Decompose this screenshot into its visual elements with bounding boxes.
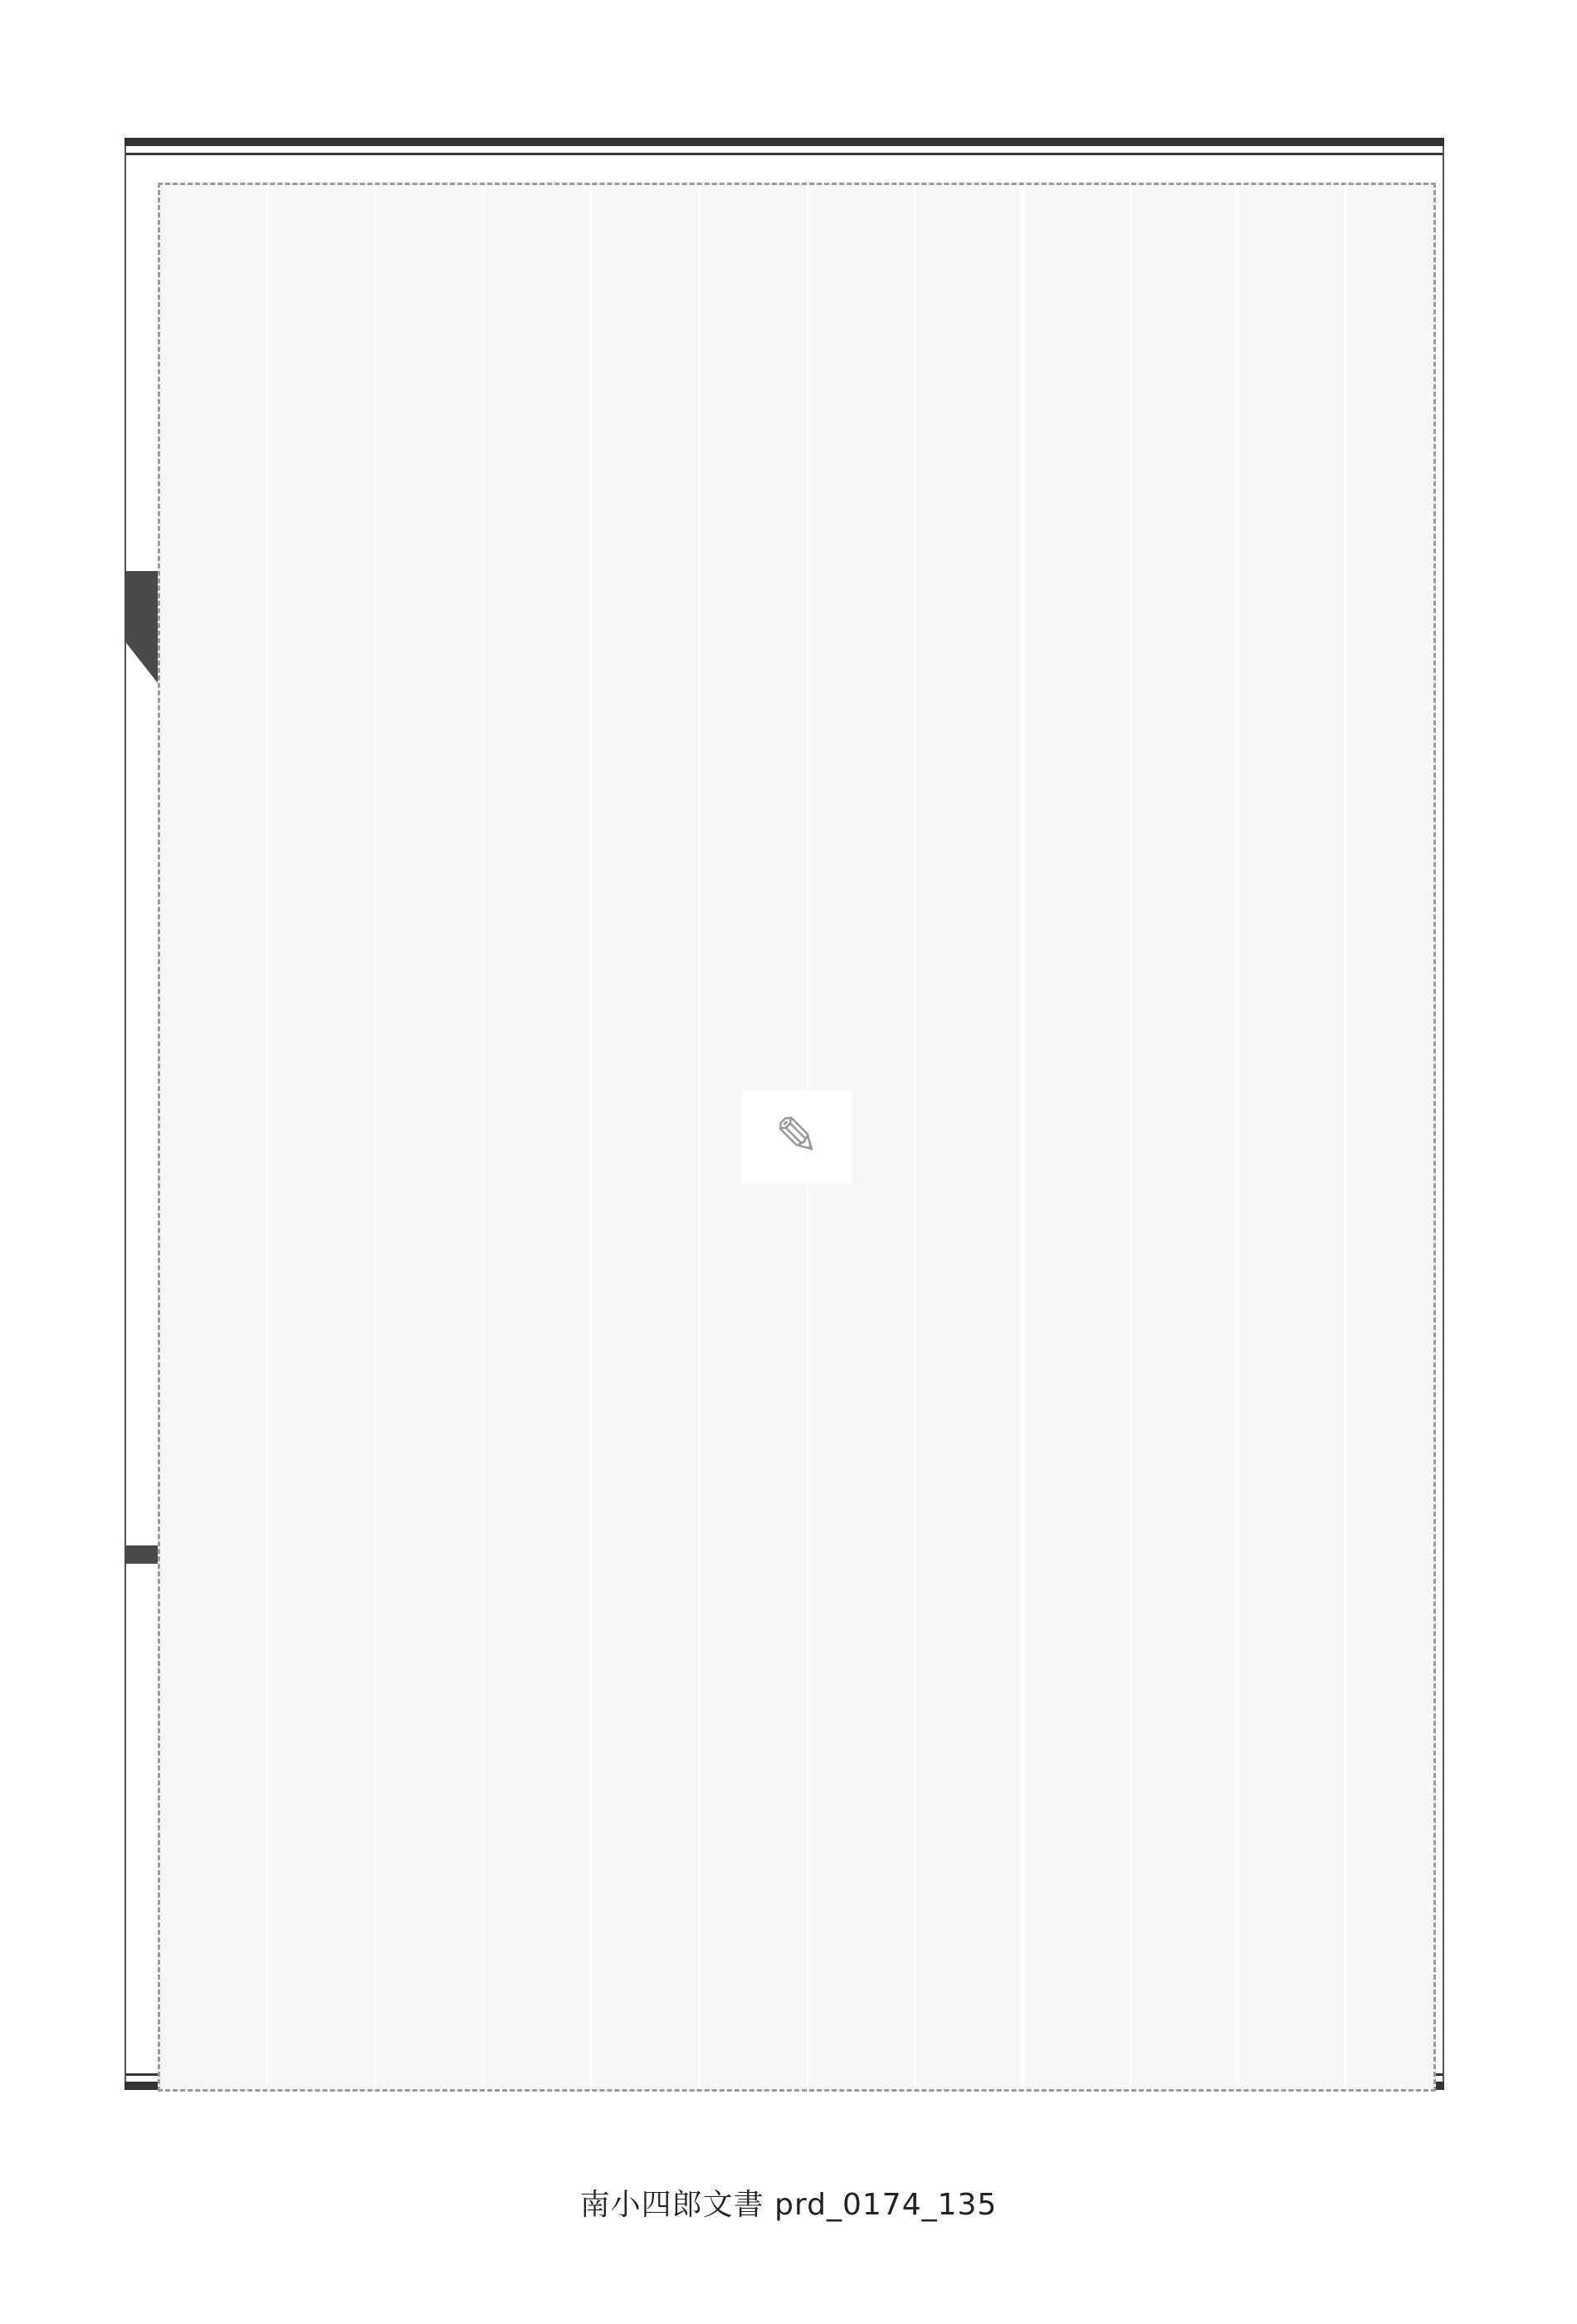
- left-frame-line: [124, 146, 126, 2082]
- binding-tab-lower: [124, 1545, 161, 1564]
- handwriting-placeholder-mark: ✎: [741, 1090, 852, 1184]
- top-frame-rule-thin: [124, 153, 1444, 155]
- page-caption: 南小四郎文書 prd_0174_135: [579, 2188, 998, 2222]
- binding-tab-upper: [124, 571, 161, 687]
- handwriting-area: [158, 183, 1436, 2092]
- top-frame-rule-thick: [124, 138, 1444, 146]
- right-frame-line: [1443, 146, 1444, 2082]
